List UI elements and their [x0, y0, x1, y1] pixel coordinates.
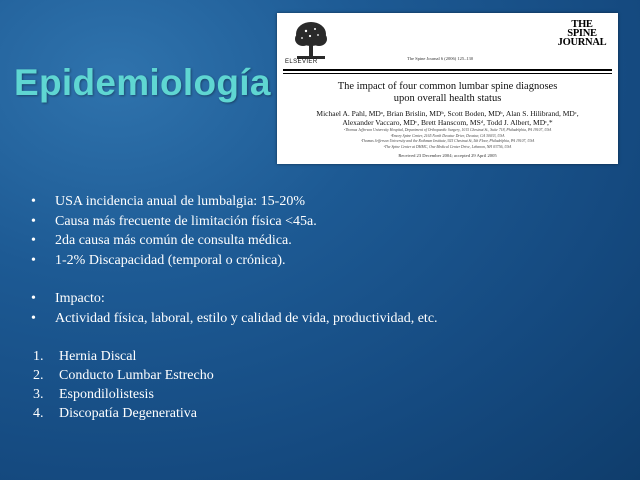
bullet-item: • 2da causa más común de consulta médica. — [31, 231, 317, 251]
article-authors — [277, 110, 618, 127]
bullet-item: • USA incidencia anual de lumbalgia: 15-20% — [31, 192, 317, 212]
affiliation-line: ᵃThomas Jefferson University Hospital, Department of Orthopaedic Surgery, 1015 Chestnut St., Suite 718, Philadelphia, PA 19107, USA — [343, 128, 552, 132]
journal-name-line: SPINE — [567, 28, 597, 39]
received-dates: Received 23 December 2004; accepted 29 April 2005 — [398, 153, 497, 158]
author-line: Michael A. Pahl, MDᵃ, Brian Brislin, MDᵇ, Scott Boden, MDᵇ, Alan S. Hilibrand, MDᶜ, — [316, 109, 579, 118]
paper-header-image — [277, 13, 618, 164]
author-line: Alexander Vaccaro, MDᶜ, Brett Hanscom, MSᵈ, Todd J. Albert, MDᶜ,* — [342, 117, 553, 127]
diagnosis-item — [33, 366, 214, 385]
item-text: Conducto Lumbar Estrecho — [59, 368, 214, 383]
bullet-item: • Actividad física, laboral, estilo y calidad de vida, productividad, etc. — [31, 309, 438, 329]
bullet-item: • Impacto: — [31, 289, 438, 309]
item-number: 2. — [33, 368, 44, 383]
journal-name-line: JOURNAL — [557, 37, 607, 48]
diagnosis-item — [33, 347, 214, 366]
bullet-item: • Causa más frecuente de limitación física <45a. — [31, 212, 317, 232]
affiliation-line: ᵇEmory Spine Center, 2165 North Decatur Drive, Decatur, GA 30033, USA — [390, 133, 505, 138]
journal-logo-text — [552, 20, 612, 47]
bullet-item: • 1-2% Discapacidad (temporal o crónica). — [31, 251, 317, 271]
affiliation-line: ᶜThomas Jefferson University and the Rothman Institute, 925 Chestnut St, 5th Floor, Philadelphia, PA 19107, USA — [360, 139, 535, 143]
item-text: Discopatía Degenerativa — [59, 406, 197, 421]
journal-reference: The Spine Journal 6 (2006) 125–130 — [407, 56, 474, 61]
header-rule-thin — [283, 73, 612, 74]
slide-title: Epidemiología — [14, 62, 271, 103]
diagnosis-item — [33, 385, 214, 404]
header-rule — [283, 69, 612, 71]
item-number: 4. — [33, 406, 44, 421]
item-number: 1. — [33, 349, 44, 364]
affiliations — [277, 128, 618, 150]
diagnoses-list — [33, 347, 214, 423]
article-title — [277, 81, 618, 105]
journal-name-line: THE — [571, 19, 593, 30]
diagnosis-item — [33, 404, 214, 423]
impact-bullets — [31, 289, 438, 328]
article-title-line: The impact of four common lumbar spine diagnoses — [337, 81, 558, 92]
epidemiology-bullets — [31, 192, 317, 270]
item-number: 3. — [33, 387, 44, 402]
article-title-line: upon overall health status — [393, 93, 502, 104]
publisher-name: ELSEVIER — [285, 59, 318, 65]
item-text: Hernia Discal — [59, 349, 137, 364]
affiliation-line: ᵈThe Spine Center at DHMC, One Medical Center Drive, Lebanon, NH 03756, USA — [383, 144, 512, 149]
item-text: Espondilolistesis — [59, 387, 154, 402]
